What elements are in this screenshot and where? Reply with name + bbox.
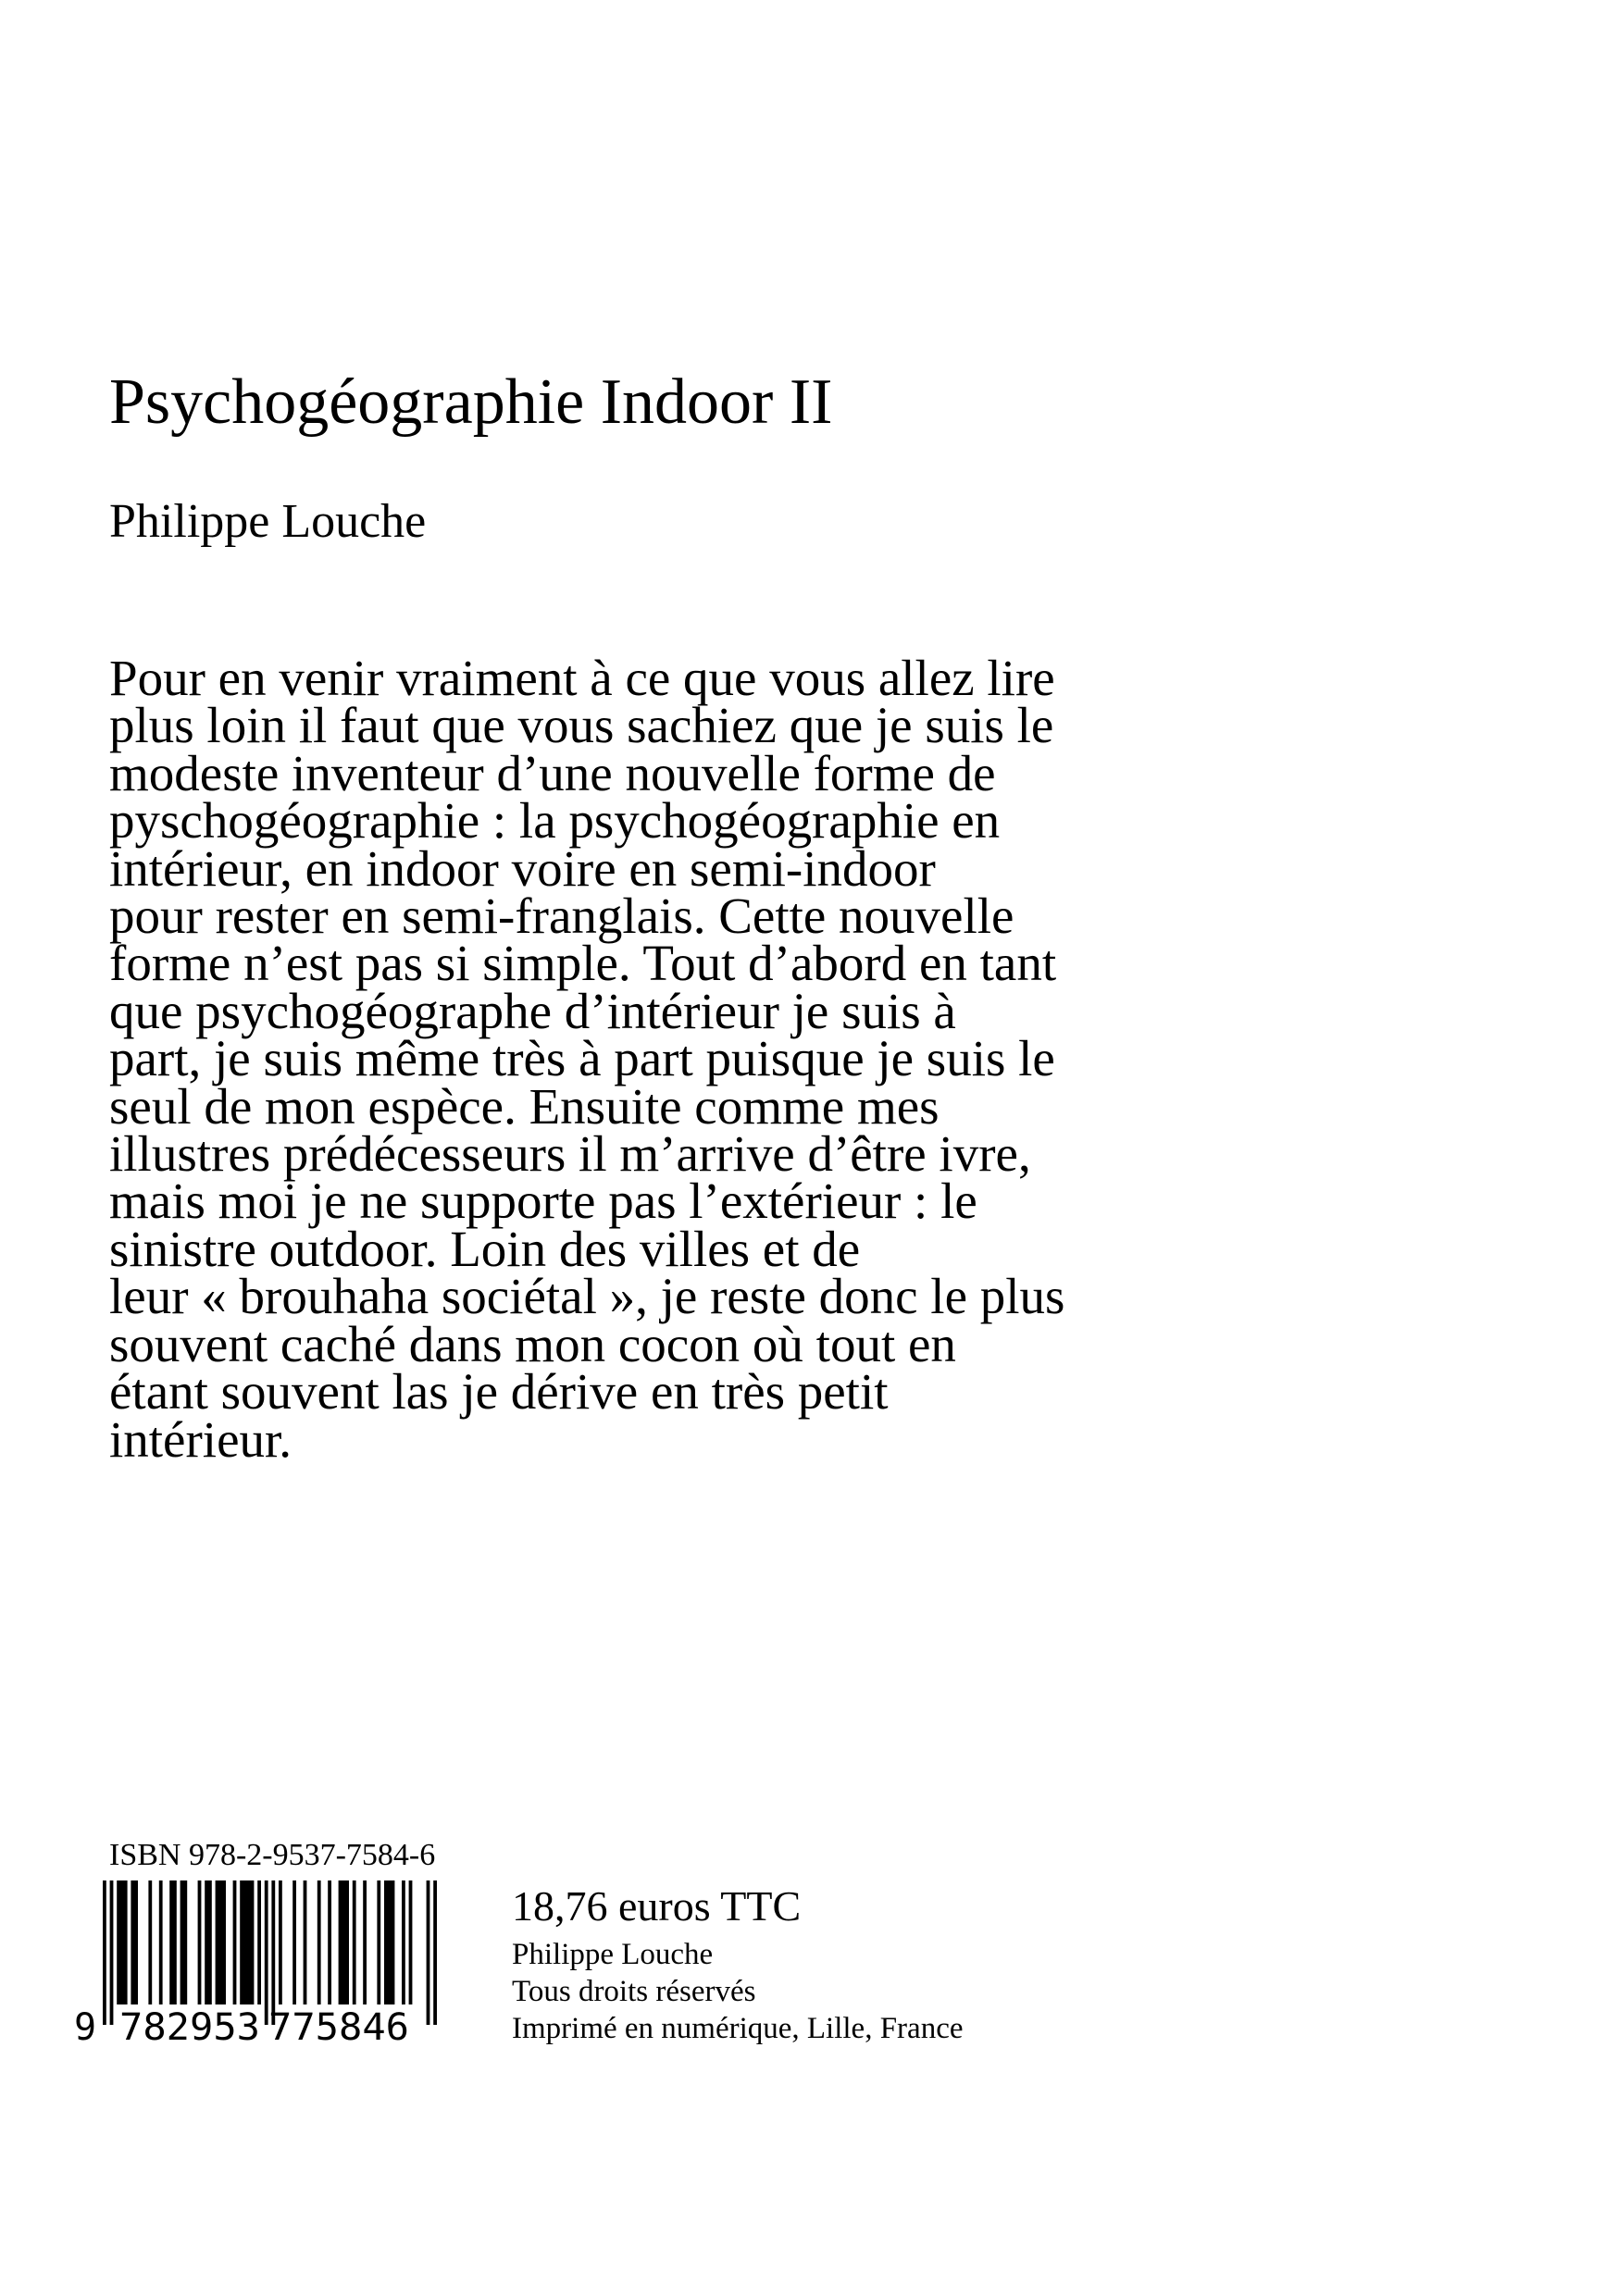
barcode-guard-bar: [271, 1880, 275, 2025]
barcode-bar: [384, 1880, 394, 2004]
barcode-bar: [363, 1880, 367, 2004]
barcode-bar: [409, 1880, 413, 2004]
barcode-bar: [377, 1880, 380, 2004]
barcode-bar: [205, 1880, 212, 2004]
barcode-bar: [304, 1880, 307, 2004]
back-cover-blurb: Pour en venir vraiment à ce que vous allez lire plus loin il faut que vous sachiez que je suis le modeste inventeur d’une nouvelle forme de pyschogéographie : la psychogéographie en intérieur, en indoor voire en semi-indoor pour rester en semi-franglais. Cette nouvelle forme n’est pas si simple. Tout d’abord en tant que psychogéographe d’intérieur je suis à part, je suis même très à part puisque je suis le seul de mon espèce. Ensuite comme mes illustres prédécesseurs il m’arrive d’être ivre, mais moi je ne supporte pas l’extérieur : le sinistre outdoor. Loin des villes et de leur « brouhaha sociétal », je reste donc le plus souvent caché dans mon cocon où tout en étant souvent las je dérive en très petit intérieur.: [109, 650, 1065, 1468]
book-title: Psychogéographie Indoor II: [109, 366, 833, 438]
barcode-bars: [103, 1880, 437, 2025]
barcode-bar: [159, 1880, 163, 2004]
barcode-bar: [257, 1880, 261, 2004]
publisher-name: Philippe Louche: [512, 1938, 714, 1971]
publisher-info: [512, 1936, 964, 2047]
barcode-bar: [353, 1880, 356, 2004]
printing-location: Imprimé en numérique, Lille, France: [512, 2012, 964, 2045]
barcode-guard-bar: [427, 1880, 430, 2025]
barcode-bar: [180, 1880, 188, 2004]
barcode-guard-bar: [103, 1880, 106, 2025]
price: 18,76 euros TTC: [512, 1882, 802, 1930]
book-author: Philippe Louche: [109, 495, 427, 548]
barcode-guard-bar: [265, 1880, 268, 2025]
barcode-bar: [339, 1880, 349, 2004]
barcode-graphic: [67, 1879, 455, 2045]
barcode-right-digits: 775846: [268, 2006, 409, 2045]
barcode-bar: [131, 1880, 138, 2004]
barcode-bar: [328, 1880, 331, 2004]
barcode-guard-bar: [110, 1880, 114, 2025]
barcode-bar: [216, 1880, 226, 2004]
barcode-bar: [317, 1880, 321, 2004]
barcode-bar: [233, 1880, 237, 2004]
ean13-barcode: [67, 1879, 455, 2045]
barcode-left-digits: 782953: [119, 2006, 260, 2045]
barcode-first-digit: 9: [73, 2006, 97, 2045]
barcode-bar: [198, 1880, 202, 2004]
barcode-bar: [292, 1880, 296, 2004]
barcode-bar: [148, 1880, 152, 2004]
barcode-bar: [117, 1880, 127, 2004]
isbn-label: ISBN 978-2-9537-7584-6: [109, 1838, 436, 1872]
barcode-bar: [169, 1880, 177, 2004]
rights-notice: Tous droits réservés: [512, 1975, 756, 2008]
barcode-bar: [402, 1880, 405, 2004]
barcode-bar: [240, 1880, 254, 2004]
barcode-bar: [279, 1880, 282, 2004]
barcode-guard-bar: [433, 1880, 437, 2025]
